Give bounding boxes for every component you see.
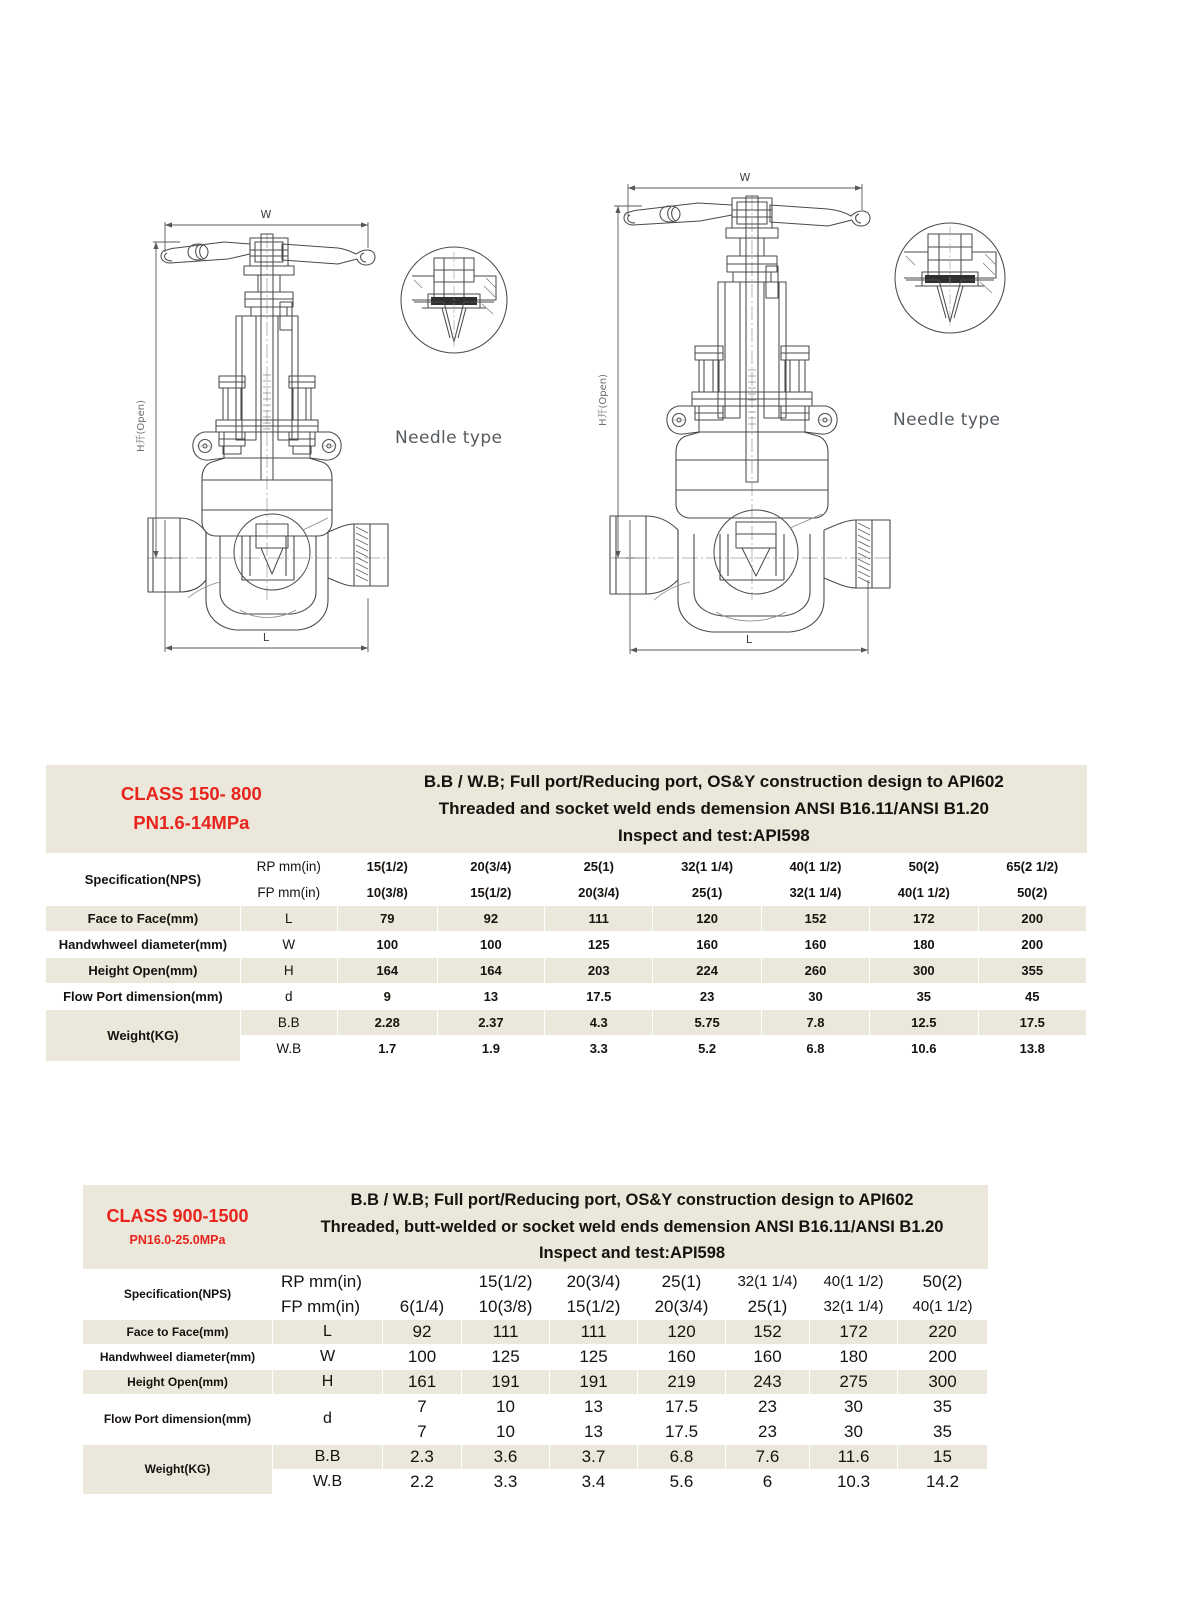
table2-r1-c0: 100 [383, 1344, 462, 1369]
table2-r2-c6: 300 [898, 1369, 988, 1394]
table1-r0-c4: 152 [761, 905, 869, 931]
table2-f1-c4: 23 [726, 1419, 810, 1444]
table1-rp-0: 15(1/2) [337, 853, 437, 879]
table2-flow-symbol: d [273, 1394, 383, 1444]
table1-desc-line1: B.B / W.B; Full port/Reducing port, OS&Y construction design to API602 [423, 771, 1004, 791]
table2-weight-label: Weight(KG) [83, 1444, 273, 1494]
table1-row-symbol-2: H [240, 957, 337, 983]
table2-r2-c0: 161 [383, 1369, 462, 1394]
table2-rp-6: 50(2) [898, 1269, 988, 1294]
table2-w1-c2: 3.4 [550, 1469, 638, 1494]
table2-rp-2: 20(3/4) [550, 1269, 638, 1294]
table1-r1-c1: 100 [437, 931, 544, 957]
table1-r1-c5: 180 [870, 931, 978, 957]
table1-rp-6: 65(2 1/2) [978, 853, 1087, 879]
table2-f1-c2: 13 [550, 1419, 638, 1444]
table2-row-label-0: Face to Face(mm) [83, 1319, 273, 1344]
table2-fp-4: 25(1) [726, 1294, 810, 1319]
table2-weight-symbol-0: B.B [273, 1444, 383, 1469]
table2-fp-2: 15(1/2) [550, 1294, 638, 1319]
table1-row-flow-port [46, 983, 1087, 1009]
svg-text:L: L [262, 631, 270, 644]
table1-r1-c6: 200 [978, 931, 1087, 957]
table2-f0-c0: 7 [383, 1394, 462, 1419]
table1-rp-label: RP mm(in) [240, 853, 337, 879]
table1-r0-c2: 111 [545, 905, 653, 931]
table2-f1-c5: 30 [810, 1419, 898, 1444]
table1-row-symbol-3: d [240, 983, 337, 1009]
table1-weight-symbol-0: B.B [240, 1009, 337, 1035]
table2-flow-label: Flow Port dimension(mm) [83, 1394, 273, 1444]
table2-fp-label: FP mm(in) [273, 1294, 383, 1319]
table1-w0-c5: 12.5 [870, 1009, 978, 1035]
table1-banner-row [46, 765, 1087, 853]
table1-r2-c5: 300 [870, 957, 978, 983]
table2-r2-c3: 219 [638, 1369, 726, 1394]
table2-row-height-open [83, 1369, 988, 1394]
table1-r2-c0: 164 [337, 957, 437, 983]
table1-rp-2: 25(1) [545, 853, 653, 879]
table1-row-height-open [46, 957, 1087, 983]
table2-w0-c4: 7.6 [726, 1444, 810, 1469]
table1-fp-6: 50(2) [978, 879, 1087, 905]
spec-table-class-900-1500 [82, 1185, 988, 1495]
table1-weight-label: Weight(KG) [46, 1009, 241, 1061]
table1-row-handwheel [46, 931, 1087, 957]
table2-desc-line3: Inspect and test:API598 [538, 1243, 726, 1262]
table1-rp-1: 20(3/4) [437, 853, 544, 879]
table1-r2-c1: 164 [437, 957, 544, 983]
table1-fp-1: 15(1/2) [437, 879, 544, 905]
table2-description-cell [273, 1185, 988, 1269]
table2-row-face-to-face [83, 1319, 988, 1344]
table2-r2-c4: 243 [726, 1369, 810, 1394]
table2-f1-c6: 35 [898, 1419, 988, 1444]
table2-desc-line1: B.B / W.B; Full port/Reducing port, OS&Y construction design to API602 [350, 1191, 914, 1210]
table2-r1-c1: 125 [462, 1344, 550, 1369]
table1-rp-5: 50(2) [870, 853, 978, 879]
table2-r2-c1: 191 [462, 1369, 550, 1394]
table2-w1-c5: 10.3 [810, 1469, 898, 1494]
table2-r0-c2: 111 [550, 1319, 638, 1344]
svg-text:L: L [745, 633, 753, 646]
table2-f0-c1: 10 [462, 1394, 550, 1419]
table1-description-cell [337, 765, 1086, 853]
table2-w1-c4: 6 [726, 1469, 810, 1494]
table1-row-weight-bb [46, 1009, 1087, 1035]
table1-r1-c4: 160 [761, 931, 869, 957]
table1-r3-c1: 13 [437, 983, 544, 1009]
table1-r0-c5: 172 [870, 905, 978, 931]
table2-r1-c6: 200 [898, 1344, 988, 1369]
table2-rp-1: 15(1/2) [462, 1269, 550, 1294]
table1-rp-row [46, 853, 1087, 879]
table1-r1-c2: 125 [545, 931, 653, 957]
table1-r1-c3: 160 [653, 931, 761, 957]
table2-fp-0: 6(1/4) [383, 1294, 462, 1319]
table1-r3-c2: 17.5 [545, 983, 653, 1009]
table1-r0-c6: 200 [978, 905, 1087, 931]
table2-rp-5: 40(1 1/2) [810, 1269, 898, 1294]
table1-w0-c1: 2.37 [437, 1009, 544, 1035]
needle-type-label-left: Needle type [395, 428, 503, 448]
table1-w0-c3: 5.75 [653, 1009, 761, 1035]
table1-r3-c5: 35 [870, 983, 978, 1009]
table2-r0-c4: 152 [726, 1319, 810, 1344]
table2-class-line2: PN16.0-25.0MPa [129, 1233, 226, 1247]
table2-r0-c0: 92 [383, 1319, 462, 1344]
table2-r1-c5: 180 [810, 1344, 898, 1369]
table1-w0-c0: 2.28 [337, 1009, 437, 1035]
table2-w0-c0: 2.3 [383, 1444, 462, 1469]
table2-row-handwheel [83, 1344, 988, 1369]
table2-rp-4: 32(1 1/4) [726, 1269, 810, 1294]
table2-row-symbol-1: W [273, 1344, 383, 1369]
table1-w1-c1: 1.9 [437, 1035, 544, 1061]
table2-fp-5: 32(1 1/4) [810, 1294, 898, 1319]
table2-r2-c2: 191 [550, 1369, 638, 1394]
table2-banner-row [83, 1185, 988, 1269]
table2-w0-c1: 3.6 [462, 1444, 550, 1469]
table1-weight-symbol-1: W.B [240, 1035, 337, 1061]
table2-class-cell [83, 1185, 273, 1269]
table2-f0-c4: 23 [726, 1394, 810, 1419]
table2-w1-c1: 3.3 [462, 1469, 550, 1494]
table2-w0-c5: 11.6 [810, 1444, 898, 1469]
table2-f0-c3: 17.5 [638, 1394, 726, 1419]
table1-fp-label: FP mm(in) [240, 879, 337, 905]
table2-f0-c6: 35 [898, 1394, 988, 1419]
svg-text:H开(Open): H开(Open) [136, 399, 147, 453]
svg-text:W: W [739, 171, 751, 184]
valve-drawing-left [120, 180, 540, 660]
table2-w0-c3: 6.8 [638, 1444, 726, 1469]
table1-fp-0: 10(3/8) [337, 879, 437, 905]
table2-row-flow-port-a [83, 1394, 988, 1419]
table2-w1-c6: 14.2 [898, 1469, 988, 1494]
table1-w1-c4: 6.8 [761, 1035, 869, 1061]
table1-row-label-0: Face to Face(mm) [46, 905, 241, 931]
table1-rp-3: 32(1 1/4) [653, 853, 761, 879]
table1-row-label-1: Handwhweel diameter(mm) [46, 931, 241, 957]
table2-f0-c5: 30 [810, 1394, 898, 1419]
table2-desc-line2: Threaded, butt-welded or socket weld ends demension ANSI B16.11/ANSI B1.20 [320, 1217, 944, 1236]
spec-table-class-150-800-wrap [45, 765, 1087, 1062]
table1-class-cell [46, 765, 338, 853]
table2-rp-label: RP mm(in) [273, 1269, 383, 1294]
table1-row-symbol-0: L [240, 905, 337, 931]
table1-r2-c2: 203 [545, 957, 653, 983]
table1-w0-c2: 4.3 [545, 1009, 653, 1035]
table1-desc-line2: Threaded and socket weld ends demension ANSI B16.11/ANSI B1.20 [438, 799, 989, 819]
table2-row-weight-bb [83, 1444, 988, 1469]
table1-fp-3: 25(1) [653, 879, 761, 905]
table1-row-label-3: Flow Port dimension(mm) [46, 983, 241, 1009]
table2-f0-c2: 13 [550, 1394, 638, 1419]
table1-r0-c3: 120 [653, 905, 761, 931]
table1-desc-line3: Inspect and test:API598 [617, 826, 810, 846]
table2-r1-c4: 160 [726, 1344, 810, 1369]
table1-r3-c3: 23 [653, 983, 761, 1009]
table2-w0-c2: 3.7 [550, 1444, 638, 1469]
table1-w1-c3: 5.2 [653, 1035, 761, 1061]
table1-r3-c0: 9 [337, 983, 437, 1009]
table2-f1-c1: 10 [462, 1419, 550, 1444]
table1-w0-c4: 7.8 [761, 1009, 869, 1035]
valve-drawings-section [0, 0, 1200, 740]
table1-r1-c0: 100 [337, 931, 437, 957]
table2-rp-row [83, 1269, 988, 1294]
table2-fp-1: 10(3/8) [462, 1294, 550, 1319]
table2-f1-c3: 17.5 [638, 1419, 726, 1444]
table2-r2-c5: 275 [810, 1369, 898, 1394]
table1-r2-c4: 260 [761, 957, 869, 983]
table2-r0-c6: 220 [898, 1319, 988, 1344]
table2-fp-3: 20(3/4) [638, 1294, 726, 1319]
table1-w1-c2: 3.3 [545, 1035, 653, 1061]
svg-text:W: W [260, 208, 272, 221]
table1-specification-label: Specification(NPS) [46, 853, 241, 905]
table2-rp-3: 25(1) [638, 1269, 726, 1294]
table1-class-line2: PN1.6-14MPa [133, 811, 250, 833]
svg-text:H开(Open): H开(Open) [598, 373, 609, 427]
table1-fp-5: 40(1 1/2) [870, 879, 978, 905]
table2-row-symbol-2: H [273, 1369, 383, 1394]
table2-weight-symbol-1: W.B [273, 1469, 383, 1494]
table1-class-line1: CLASS 150- 800 [120, 783, 262, 805]
table1-rp-4: 40(1 1/2) [761, 853, 869, 879]
table1-fp-4: 32(1 1/4) [761, 879, 869, 905]
spec-table-class-150-800 [45, 765, 1087, 1062]
table2-row-symbol-0: L [273, 1319, 383, 1344]
table2-f1-c0: 7 [383, 1419, 462, 1444]
table2-r0-c3: 120 [638, 1319, 726, 1344]
table2-specification-label: Specification(NPS) [83, 1269, 273, 1319]
table2-row-label-1: Handwhweel diameter(mm) [83, 1344, 273, 1369]
table1-r0-c0: 79 [337, 905, 437, 931]
table2-fp-6: 40(1 1/2) [898, 1294, 988, 1319]
table1-row-label-2: Height Open(mm) [46, 957, 241, 983]
table1-r2-c3: 224 [653, 957, 761, 983]
table1-r3-c4: 30 [761, 983, 869, 1009]
table2-w0-c6: 15 [898, 1444, 988, 1469]
table1-w1-c5: 10.6 [870, 1035, 978, 1061]
table2-w1-c0: 2.2 [383, 1469, 462, 1494]
table1-r2-c6: 355 [978, 957, 1087, 983]
table1-w1-c6: 13.8 [978, 1035, 1087, 1061]
table2-r0-c1: 111 [462, 1319, 550, 1344]
table2-r1-c3: 160 [638, 1344, 726, 1369]
table2-row-label-2: Height Open(mm) [83, 1369, 273, 1394]
spec-table-class-900-1500-wrap [82, 1185, 973, 1495]
table1-w0-c6: 17.5 [978, 1009, 1087, 1035]
table2-r1-c2: 125 [550, 1344, 638, 1369]
table1-w1-c0: 1.7 [337, 1035, 437, 1061]
table2-w1-c3: 5.6 [638, 1469, 726, 1494]
table1-row-face-to-face [46, 905, 1087, 931]
table1-row-symbol-1: W [240, 931, 337, 957]
table2-r0-c5: 172 [810, 1319, 898, 1344]
table1-r0-c1: 92 [437, 905, 544, 931]
table1-fp-2: 20(3/4) [545, 879, 653, 905]
table1-r3-c6: 45 [978, 983, 1087, 1009]
table2-class-line1: CLASS 900-1500 [106, 1206, 249, 1227]
needle-type-label-right: Needle type [893, 410, 1001, 430]
table2-rp-0 [383, 1269, 462, 1294]
